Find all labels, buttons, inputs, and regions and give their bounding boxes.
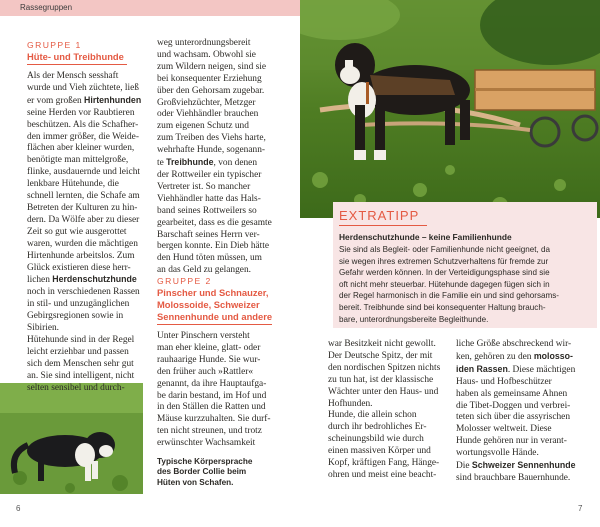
text-line [27, 95, 150, 108]
text-segment: noch in verschiedenen Rassen [27, 287, 140, 298]
text-segment: den Hund töten müssen, um [157, 253, 262, 264]
text-line [157, 331, 297, 343]
extratipp-heading: Herdenschutzhunde – keine Familienhunde [339, 232, 512, 242]
highlight-term: Herdenschutzhunde [52, 274, 137, 285]
caption-line: des Border Collie beim [157, 467, 247, 477]
text-segment: Viehhändler hatte das Hals- [157, 193, 261, 204]
text-line [27, 371, 150, 383]
text-line [27, 299, 150, 311]
text-line [456, 473, 596, 485]
text-segment: war Besitzkeit nicht gewollt. [328, 339, 436, 349]
photo-sennenhund-cart [300, 0, 600, 218]
group2-body-text [157, 331, 297, 450]
text-segment: man eher kleine, glatt- oder [157, 342, 261, 353]
text-segment: Unter Pinschern versteht [157, 331, 250, 341]
text-segment: der Rottweiler ein typischer [157, 169, 262, 180]
text-line [456, 460, 596, 473]
group1-body-text [27, 71, 150, 394]
text-line [27, 203, 150, 215]
text-segment: und wachsam. Obwohl sie [157, 49, 256, 60]
text-line [27, 227, 150, 239]
text-line [27, 311, 150, 323]
text-segment: Zeit so gut wie ausgerottet [27, 226, 127, 237]
text-line [328, 434, 452, 446]
text-segment: erwünschter Wachsamkeit [157, 438, 256, 449]
text-segment: rauhaarige Hunde. Sie wur- [157, 354, 261, 365]
text-line [157, 355, 297, 367]
text-segment: te [157, 158, 167, 169]
extratipp-line: Sie sind als Begleit- oder Familienhunde nicht geeignet, da [339, 245, 551, 254]
text-line [27, 347, 150, 359]
highlight-term: molosso- [533, 350, 573, 361]
extratipp-line: bare, unterordnungsbereite Begleithunde. [339, 314, 489, 324]
text-segment: Hunde, die allein schon [328, 410, 417, 421]
text-segment: flinke, ausdauernde und leicht [27, 167, 140, 178]
text-segment: in den Ställen die Ratten und [157, 402, 266, 413]
text-line [328, 399, 452, 411]
text-segment: Mäuse kurzzuhalten. Sie durf- [157, 414, 271, 425]
text-line [157, 157, 297, 170]
text-line [157, 241, 297, 253]
text-segment: Großviehzüchter, Metzger [157, 97, 256, 108]
column4-body-text [456, 339, 596, 485]
text-segment: Vertreter ist. So mancher [157, 181, 251, 192]
extratipp-line: oft nicht mehr steuerbar. Hütehunde dagegen fügen sich in [339, 279, 550, 289]
text-line [27, 179, 150, 191]
photo-caption [157, 457, 252, 488]
text-line [27, 287, 150, 299]
text-line [27, 108, 150, 120]
extratipp-line: Gefahr werden können. In der Verteidigungsphase sind sie [339, 268, 550, 278]
text-line [27, 132, 150, 144]
text-segment: Der Deutsche Spitz, der mit [328, 350, 433, 361]
text-line [456, 436, 596, 448]
text-line [157, 170, 297, 182]
text-segment: beschützen. Als die Schafher- [27, 119, 139, 130]
text-line [456, 401, 596, 413]
border-collie-image [0, 383, 143, 494]
text-line [27, 359, 150, 371]
text-line [157, 194, 297, 206]
text-line [27, 323, 150, 335]
text-segment: Glück existieren diese herr- [27, 262, 131, 273]
extratipp-box [333, 202, 597, 328]
text-segment: Betreten der Kulturen zu hin- [27, 202, 138, 213]
text-segment: haben als gemeinsame Ahnen [456, 388, 568, 399]
text-segment: Hunde gehören nur in verant- [456, 436, 567, 447]
text-segment: flächen aber kleiner wurden, [27, 143, 135, 154]
text-line [157, 402, 297, 414]
text-segment: ten nicht streunen, und trotz [157, 426, 262, 437]
text-segment: er vom großen [27, 95, 85, 106]
caption-line: Typische Körpersprache [157, 457, 253, 466]
text-line [157, 133, 297, 145]
group2-subtitle [157, 287, 297, 322]
text-line [157, 62, 297, 74]
photo-border-collie [0, 383, 143, 494]
text-line [456, 389, 596, 401]
text-segment: Haus- und Hofbeschützer [456, 376, 552, 387]
text-segment: lenkbare Hütehunde, die [27, 179, 119, 190]
text-line [157, 98, 297, 110]
text-line [328, 422, 452, 434]
text-line [328, 446, 452, 458]
text-line [27, 167, 150, 179]
text-line [157, 367, 297, 379]
text-segment: Die [456, 461, 472, 472]
group2-title: GRUPPE 2 [157, 276, 212, 286]
text-line [27, 335, 150, 347]
column3-body-text [328, 339, 452, 482]
text-segment: zum Treiben des Viehs harte, [157, 133, 266, 144]
text-segment: zum Wildern neigen, sind sie [157, 61, 267, 72]
text-segment: . Diese mächtigen [507, 364, 576, 375]
text-line [157, 230, 297, 242]
text-line [27, 120, 150, 132]
text-line [456, 377, 596, 389]
text-line [27, 71, 150, 83]
sennenhund-cart-image [300, 0, 600, 218]
text-segment: Hofhunden. [328, 398, 373, 409]
text-line [157, 343, 297, 355]
extratipp-line: der Regel harmonisch in die Familie ein und sind gehorsams- [339, 291, 559, 301]
text-line [456, 412, 596, 424]
text-line [157, 438, 297, 450]
text-segment: Als der Mensch sesshaft [27, 71, 119, 81]
text-segment: lichen [27, 275, 53, 286]
text-line [157, 38, 297, 50]
text-segment: selten sensibel und durch- [27, 382, 125, 393]
group1-subtitle: Hüte- und Treibhunde [27, 51, 124, 62]
text-segment: den nordischen Spitzen nichts [328, 362, 441, 373]
extratipp-line: bereit. Treibhunde sind bei konsequenter Haltung brauch- [339, 302, 546, 312]
text-segment: wehrhafte Hunde, sogenann- [157, 145, 266, 156]
text-segment: die Tibet-Doggen und verbrei- [456, 400, 571, 411]
group2-subtitle-line: Sennenhunde und andere [157, 310, 273, 322]
text-segment: den immer größer, die Weide- [27, 131, 139, 142]
text-line [157, 121, 297, 133]
text-segment: einen massiven Körper und [328, 446, 431, 457]
text-segment: Hütehunde sind in der Regel [27, 334, 135, 345]
text-line [328, 387, 452, 399]
text-segment: band seines Rottweilers so [157, 205, 257, 216]
text-line [157, 182, 297, 194]
text-segment: Barschaft seines Herrn ver- [157, 229, 260, 240]
text-segment: dern. Da Wölfe aber zu dieser [27, 214, 140, 225]
text-line [27, 83, 150, 95]
group2-subtitle-line: Molossoide, Schweizer [157, 298, 260, 310]
extratipp-line: sie wegen ihres extremen Schutzverhaltens für fremde zur [339, 256, 549, 266]
group2-subtitle-line: Pinscher und Schnauzer, [157, 287, 269, 298]
text-line [328, 351, 452, 363]
text-segment: bei konsequenter Erziehung [157, 73, 262, 84]
text-line [27, 143, 150, 155]
text-line [157, 414, 297, 426]
text-segment: ohren und meist eine beacht- [328, 469, 437, 480]
text-line [157, 50, 297, 62]
text-line [456, 424, 596, 436]
group1-rule [27, 64, 127, 65]
text-segment: in stil- und unzugänglichen [27, 299, 130, 310]
highlight-term: Hirtenhunden [84, 94, 142, 105]
group1-title: GRUPPE 1 [27, 40, 82, 50]
text-line [157, 86, 297, 98]
text-segment: zu tun hat, ist der klassische [328, 374, 434, 385]
text-segment: Wächter unter den Haus- und [328, 386, 439, 397]
text-line [456, 364, 596, 377]
caption-line: Hüten von Schafen. [157, 477, 234, 487]
text-line [157, 253, 297, 265]
extratipp-title: EXTRATIPP [339, 208, 420, 223]
text-segment: über den Gehorsam zugebar. [157, 85, 265, 96]
text-segment: be darin bestand, im Hof und [157, 390, 267, 401]
page-number-left: 6 [16, 504, 21, 513]
text-segment: oder Viehhändler brauchen [157, 109, 259, 120]
text-segment: teten sich über die assyrischen [456, 412, 571, 423]
text-segment: scheinungsbild wie durch [328, 434, 424, 445]
text-line [456, 351, 596, 364]
text-line [157, 206, 297, 218]
text-line [27, 215, 150, 227]
text-segment: liche Größe abschreckend wir- [456, 339, 572, 349]
text-line [456, 448, 596, 460]
text-segment: Gebirgsregionen sowie in [27, 311, 124, 322]
text-segment: seine Herden vor Raubtieren [27, 107, 135, 118]
extratipp-text [339, 244, 593, 325]
text-line [157, 74, 297, 86]
text-segment: durch ihr bedrohliches Er- [328, 422, 427, 433]
text-segment: Molosser weltweit. Diese [456, 424, 552, 435]
text-segment: , von denen [213, 158, 258, 169]
text-line [27, 263, 150, 275]
text-line [328, 375, 452, 387]
text-segment: zum eigenen Schutz und [157, 121, 249, 132]
text-line [328, 458, 452, 470]
highlight-term: Treibhunde [166, 157, 214, 168]
text-line [157, 379, 297, 391]
text-segment: benötigte man mittelgroße, [27, 155, 129, 166]
text-segment: gearbeitet, dass es die gesamte [157, 217, 272, 228]
text-line [328, 470, 452, 482]
text-line [27, 274, 150, 287]
text-line [456, 339, 596, 351]
text-segment: Hirtenhunde arbeitslos. Zum [27, 250, 135, 261]
text-segment: waren, wurden die mächtigen [27, 238, 138, 249]
highlight-term: iden Rassen [456, 363, 508, 374]
column2-body-text [157, 38, 297, 277]
text-segment: wortungsvolle Hände. [456, 448, 539, 459]
text-line [27, 155, 150, 167]
text-line [157, 109, 297, 121]
text-line [27, 383, 150, 395]
text-segment: genannt, da ihre Hauptaufga- [157, 378, 267, 389]
text-line [27, 191, 150, 203]
text-segment: an das Geld zu gelangen. [157, 265, 251, 276]
text-segment: sich dem Menschen sehr gut [27, 358, 134, 369]
text-line [27, 251, 150, 263]
text-segment: den früher auch »Rattler« [157, 366, 254, 377]
text-segment: weg unterordnungsbereit [157, 38, 251, 48]
text-segment: leicht erziehbar und passen [27, 346, 129, 357]
text-line [328, 410, 452, 422]
text-line [157, 391, 297, 403]
text-segment: an. Sie sind intelligent, nicht [27, 370, 135, 381]
group2-rule [157, 324, 272, 325]
text-segment: ken, gehören zu den [456, 351, 534, 362]
text-segment: Kopf, kräftigen Fang, Hänge- [328, 458, 440, 469]
text-line [157, 145, 297, 157]
extratipp-rule [339, 225, 427, 226]
text-line [27, 239, 150, 251]
page-number-right: 7 [578, 504, 583, 513]
text-segment: schnell lernten, die Schafe am [27, 191, 140, 202]
highlight-term: Schweizer Sennenhunde [471, 460, 576, 471]
section-label: Rassegruppen [20, 3, 73, 12]
text-segment: wurde und Vieh züchtete, ließ [27, 82, 139, 93]
text-line [157, 218, 297, 230]
text-segment: bergen konnte. Ein Dieb hätte [157, 241, 270, 252]
text-line [157, 426, 297, 438]
text-line [328, 339, 452, 351]
text-segment: sind brauchbare Bauernhunde. [456, 472, 571, 483]
text-segment: Sibirien. [27, 323, 60, 334]
text-line [328, 363, 452, 375]
